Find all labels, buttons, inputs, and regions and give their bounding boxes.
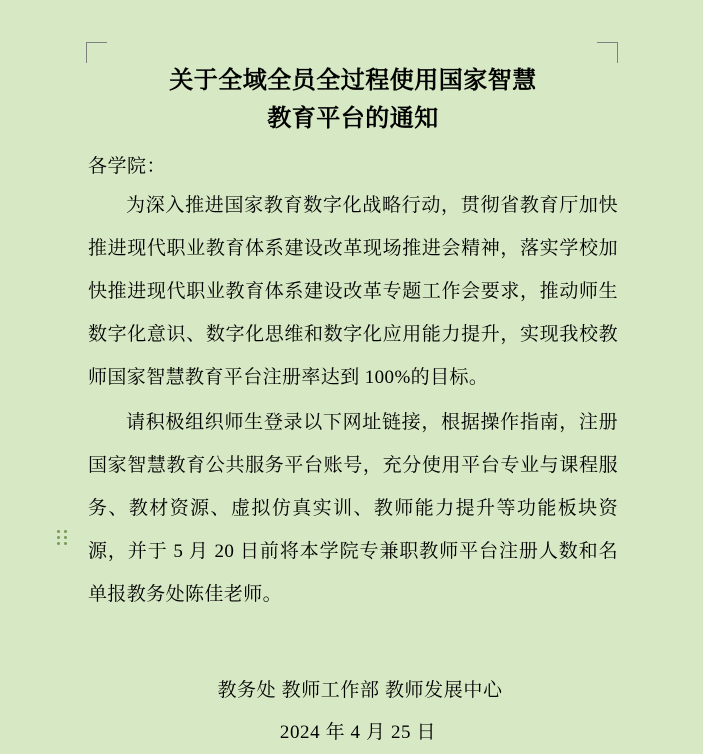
- page-title-line-2: 教育平台的通知: [267, 106, 439, 132]
- page-title-line-1: 关于全域全员全过程使用国家智慧: [169, 68, 537, 94]
- page-title: [88, 62, 618, 138]
- drag-dot: [57, 542, 60, 545]
- paragraph-2: 请积极组织师生登录以下网址链接，根据操作指南，注册国家智慧教育公共服务平台账号，充分使用平台专业与课程服务、教材资源、虚拟仿真实训、教师能力提升等功能板块资源，并于 5 月 20 日前将本学院专兼职教师平台注册人数和名单报教务处陈佳老师。: [88, 412, 618, 605]
- drag-dots-icon[interactable]: [54, 527, 70, 547]
- crop-mark-icon-top-right: [597, 42, 618, 63]
- drag-dot: [57, 536, 60, 539]
- drag-dot: [64, 530, 67, 533]
- paragraph-1: 为深入推进国家教育数字化战略行动，贯彻省教育厅加快推进现代职业教育体系建设改革现场推进会精神，落实学校加快推进现代职业教育体系建设改革专题工作会要求，推动师生数字化意识、数字化思维和数字化应用能力提升，实现我校教师国家智慧教育平台注册率达到 100%的目标。: [88, 195, 618, 388]
- drag-dot: [64, 542, 67, 545]
- crop-mark-icon-top-left: [86, 42, 107, 63]
- signature-departments: 教务处 教师工作部 教师发展中心: [217, 680, 503, 701]
- signature-date: 2024 年 4 月 25 日: [279, 722, 437, 743]
- signature-block: [88, 670, 618, 754]
- document-body: [88, 62, 618, 754]
- salutation: 各学院：: [88, 156, 167, 177]
- drag-dot: [64, 536, 67, 539]
- drag-dot: [57, 530, 60, 533]
